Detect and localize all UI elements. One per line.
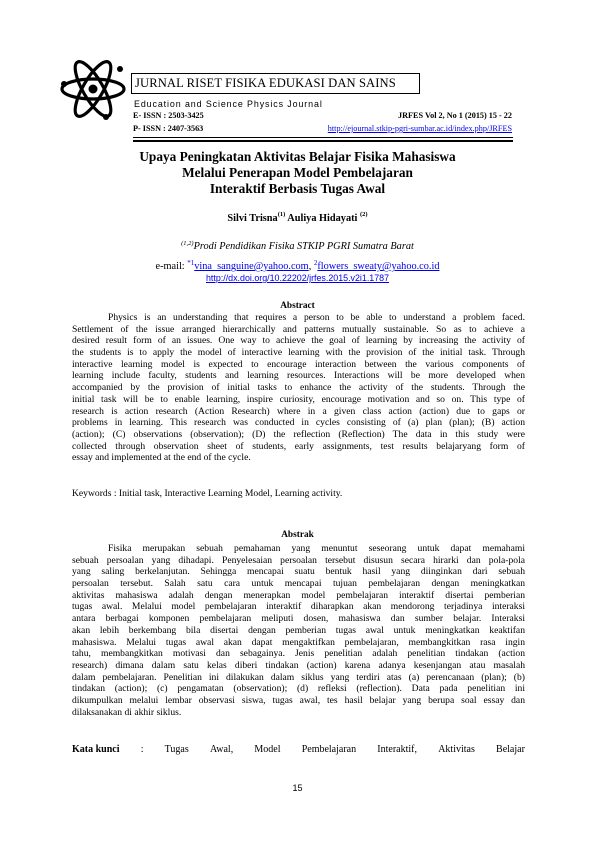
kata-kunci-word: Belajar	[496, 744, 525, 755]
text-line: learning include faculty, students and learning resources. Interactions will be more developed when	[72, 370, 525, 382]
header-rule-thin	[133, 137, 513, 138]
text-line: sebuah persoalan yang dihadapi. Penyelesaian persoalan tersebut disusun secara hirarki dan pola-pola	[72, 554, 525, 566]
journal-url-link[interactable]: http://ejournal.stkip-pgri-sumbar.ac.id/index.php/JRFES	[327, 124, 512, 133]
text-line: (action); (C) observations (observation); (D) the reflection (Reflection) The data in this study were	[72, 428, 525, 440]
text-line: essay and implemented at the end of the cycle.	[72, 452, 251, 464]
abstract-heading: Abstract	[280, 301, 315, 311]
page-number: 15	[292, 783, 303, 793]
text-line: collected through observation sheet of students, early assignments, test results belajaryang form of	[72, 440, 525, 452]
article-title	[60, 149, 535, 197]
email-marker: *1	[187, 259, 195, 267]
text-line: aktivitas mahasiswa adalah dengan menerapkan model pembelajaran interaktif disertai pemberian	[72, 589, 525, 601]
author-name: Auliya Hidayati	[287, 213, 358, 224]
author-name: Silvi Trisna	[227, 213, 278, 224]
email-marker: 2	[313, 259, 318, 267]
text-line: tugas awal. Melalui model pembelajaran interaktif diharapkan akan mendorong terjadinya interaksi	[72, 601, 525, 613]
text-line: dilaksanakan di akhir siklus.	[72, 706, 182, 718]
kata-kunci-word: Awal,	[209, 744, 234, 755]
affil-marker: (1,2)	[181, 240, 194, 247]
text-line: accompanied by the provision of initial tasks to enhance the activity of the students. Through the	[72, 382, 525, 394]
text-line: Physics is an understanding that requires a person to be able to understand a problem faced.	[108, 312, 525, 323]
kata-kunci-word: Pembelajaran	[301, 744, 357, 755]
text-line: tahu, membangkitkan motivasi dan sebagainya. Jenis penelitian adalah penelitian tindakan (action	[72, 648, 525, 660]
text-line: dikumpulkan melalui lembar observasi siswa, tugas awal, tes hasil belajar yang berupa soal essay dan	[72, 694, 525, 706]
text-line: mahasiswa. Melalui tugas awal akan dapat mengaktifkan pembelajaran, membangkitkan rasa ingin	[72, 636, 525, 648]
author-list	[60, 211, 535, 224]
text-line: research is action research (Action Research) where in a given class action (action) due to gaps or	[72, 405, 525, 417]
article-title-line: Upaya Peningkatan Aktivitas Belajar Fisika Mahasiswa	[139, 149, 456, 164]
text-line: interactive learning model is expected to encourage interaction between the various components of	[72, 358, 525, 370]
abstrak-heading: Abstrak	[281, 530, 314, 540]
kata-kunci-word: Model	[254, 744, 281, 755]
header-rule-thick	[133, 140, 513, 142]
text-line: antara berbagai komponen pembelajaran meliputi dosen, mahasiswa dan sumber belajar. Interaksi	[72, 613, 525, 625]
doi-link[interactable]: http://dx.doi.org/10.22202/jrfes.2015.v2i1.1787	[205, 273, 390, 283]
email-label: e-mail:	[155, 261, 188, 272]
journal-volume: JRFES Vol 2, No 1 (2015) 15 - 22	[398, 111, 512, 120]
kata-kunci	[72, 744, 525, 755]
abstract-body	[72, 312, 525, 464]
p-issn: P- ISSN : 2407-3563	[133, 124, 204, 133]
kata-kunci-label: Kata kunci	[72, 744, 120, 755]
atom-logo-icon	[58, 54, 128, 124]
journal-title: JURNAL RISET FISIKA EDUKASI DAN SAINS	[131, 73, 420, 94]
kata-kunci-word: :	[140, 744, 144, 755]
email-line	[60, 259, 535, 272]
e-issn: E- ISSN : 2503-3425	[133, 111, 204, 120]
email-link[interactable]: vina_sanguine@yahoo.com	[194, 261, 309, 272]
text-line: research) dimana dalam satu kelas diberi tindakan (action) karena adanya kesenjangan atau masalah	[72, 659, 525, 671]
kata-kunci-word: Tugas	[164, 744, 189, 755]
affiliation-text: Prodi Pendidikan Fisika STKIP PGRI Sumatra Barat	[193, 241, 414, 252]
abstrak-body	[72, 543, 525, 718]
article-title-line: Melalui Penerapan Model Pembelajaran	[182, 165, 413, 180]
text-line: yang saling berkelanjutan. Sehingga mencapai suatu bentuk hasil yang diinginkan dari sebuah	[72, 566, 525, 578]
text-line: persoalan tersebut. Salah satu cara untuk mencapai tujuan pembelajaran dengan meningkatkan	[72, 578, 525, 590]
author-affil-marker: (1)	[277, 211, 286, 218]
text-line: dalam pembelajaran. Penelitian ini dilakukan dalam siklus yang terdiri atas (a) perencanaan (plan); (b)	[72, 671, 525, 683]
journal-subtitle: Education and Science Physics Journal	[134, 99, 323, 109]
kata-kunci-word: Aktivitas	[438, 744, 475, 755]
text-line: Fisika merupakan sebuah pemahaman yang menuntut seseorang untuk dapat memahami	[108, 543, 525, 554]
text-line: tindakan (action); (c) pengamatan (observation); (d) refleksi (reflection). Data pada penelitian ini	[72, 683, 525, 695]
article-title-line: Interaktif Berbasis Tugas Awal	[209, 181, 386, 196]
email-separator: ,	[308, 261, 314, 272]
affiliation	[60, 240, 535, 252]
text-line: Settlement of the issue arranged hierarchically and patterns mutually sustainable. So as to achieve a	[72, 323, 525, 335]
text-line: the students is to apply the model of interactive learning with the provision of the initial task. Through	[72, 347, 525, 359]
author-affil-marker: (2)	[359, 211, 368, 218]
email-link[interactable]: flowers_sweaty@yahoo.co.id	[317, 261, 440, 272]
text-line: akan lebih berkembang bila disertai dengan pemberian tugas awal untuk meningkatkan keaktifan	[72, 624, 525, 636]
keywords: Keywords : Initial task, Interactive Learning Model, Learning activity.	[72, 488, 343, 499]
kata-kunci-word: Interaktif,	[377, 744, 417, 755]
text-line: problems in learning. This research was conducted in cycles consisting of (a) plan (plan); (B) action	[72, 417, 525, 429]
text-line: initial task will be to enable learning, inspire curiosity, encourage motivation and so on. This type of	[72, 393, 525, 405]
text-line: desired result form of an issues. One way to achieve the goal of learning by increasing the activity of	[72, 335, 525, 347]
